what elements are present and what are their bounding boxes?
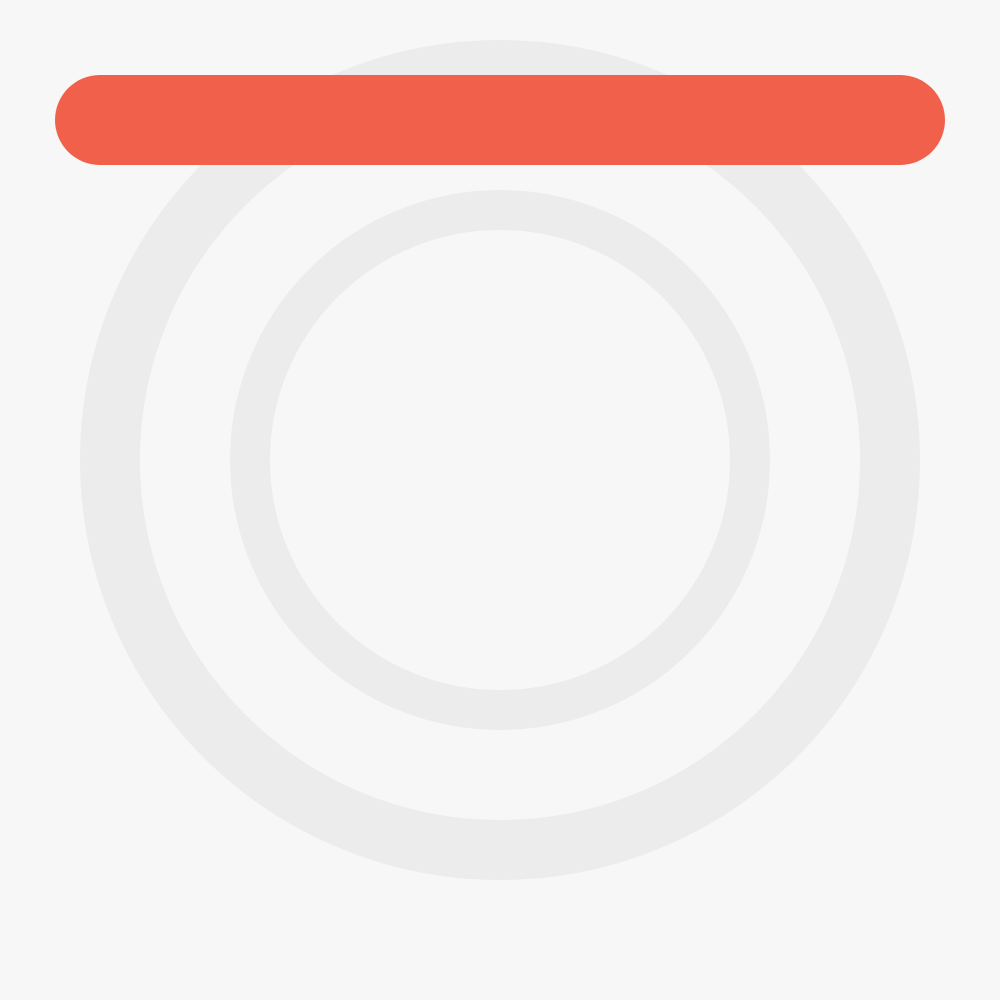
description-text (72, 202, 942, 594)
title-banner (55, 75, 945, 165)
description-line (72, 333, 942, 377)
description-line (72, 202, 942, 246)
description-line (72, 420, 942, 464)
description-line (72, 551, 942, 595)
description-line (72, 376, 942, 420)
description-line (72, 246, 942, 290)
description-line (72, 507, 942, 551)
chain-disc-diagram (0, 630, 1000, 930)
description-line-highlight (72, 464, 942, 508)
description-line (72, 289, 942, 333)
